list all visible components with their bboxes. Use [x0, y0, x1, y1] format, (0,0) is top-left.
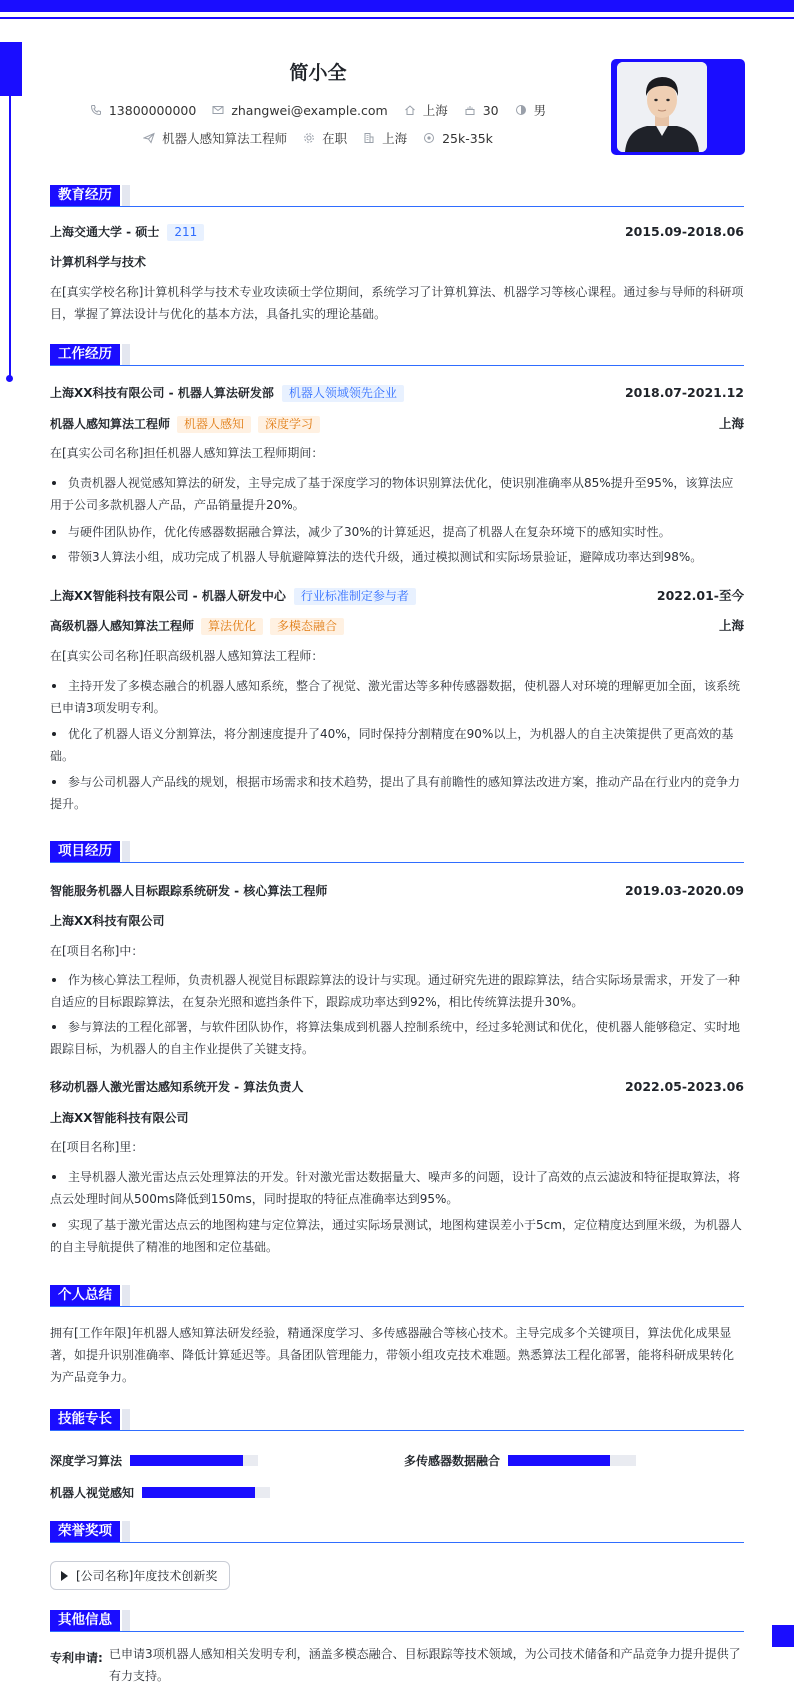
- list-item-text: 带领3人算法小组，成功完成了机器人导航避障算法的迭代升级，通过模拟测试和实际场景验证，避障成功率达到98%。: [68, 550, 703, 564]
- top-accent-line: [0, 17, 794, 19]
- section-rule: [50, 1430, 744, 1431]
- bullet-dot: [52, 530, 56, 534]
- salary-text: 25k-35k: [442, 130, 493, 146]
- work-location: 上海: [718, 618, 744, 633]
- education-description: 在[真实学校名称]计算机科学与技术专业攻读硕士学位期间，系统学习了计算机算法、机器学习等核心课程。通过参与导师的科研项目，掌握了算法设计与优化的基本方法，具备扎实的理论基础。: [50, 285, 744, 321]
- award-text: [公司名称]年度技术创新奖: [76, 1569, 218, 1583]
- work-title: 机器人感知算法工程师: [50, 417, 171, 431]
- send-icon: [143, 132, 155, 144]
- age-info: [464, 103, 499, 118]
- section-title-tail: [122, 1521, 130, 1542]
- education-entry: [50, 224, 744, 241]
- work-intro: 在[真实公司名称]任职高级机器人感知算法工程师：: [50, 649, 324, 663]
- list-item: [50, 969, 744, 1013]
- work-entry-2-header: [50, 588, 744, 605]
- list-item: [50, 1214, 744, 1258]
- list-item: [50, 675, 744, 719]
- project-intro: 在[项目名称]里：: [50, 1140, 144, 1154]
- list-item: [50, 771, 744, 815]
- skills-section-title: 技能专长: [50, 1409, 120, 1430]
- list-item-text: 作为核心算法工程师，负责机器人视觉目标跟踪算法的设计与实现。通过研究先进的跟踪算法，结合实际场景需求，开发了一种自适应的目标跟踪算法，在复杂光照和遮挡条件下，跟踪成功率达到92%，相比传统算法提升30%。: [50, 973, 741, 1009]
- project-period: 2019.03-2020.09: [624, 883, 744, 898]
- list-item: [50, 1016, 744, 1060]
- skill-tag: 机器人感知: [177, 416, 251, 433]
- cake-icon: [464, 104, 476, 116]
- work-entry-1-title: [50, 416, 744, 433]
- other-label: 专利申请:: [50, 1651, 103, 1665]
- top-accent-bar: [0, 0, 794, 12]
- work-section-header: [50, 344, 744, 366]
- section-title-tail: [122, 1285, 130, 1306]
- left-accent-dot: [6, 375, 13, 382]
- work-period: 2022.01-至今: [656, 588, 744, 603]
- list-item-text: 主导机器人激光雷达点云处理算法的开发。针对激光雷达数据量大、噪声多的问题，设计了高效的点云滤波和特征提取算法，将点云处理时间从500ms降低到150ms，同时提取的特征点准确率达到95%。: [50, 1170, 741, 1206]
- work-title: 高级机器人感知算法工程师: [50, 619, 195, 633]
- list-item-text: 负责机器人视觉感知算法的研发，主导完成了基于深度学习的物体识别算法优化，使识别准确率从85%提升至95%，该算法应用于公司多款机器人产品，产品销量提升20%。: [50, 476, 734, 512]
- project-name: 智能服务机器人目标跟踪系统研发 - 核心算法工程师: [50, 884, 328, 898]
- expand-triangle-icon: [61, 1571, 68, 1581]
- projects-section-title: 项目经历: [50, 841, 120, 862]
- skill-tag: 深度学习: [258, 416, 320, 433]
- work-intro: 在[真实公司名称]担任机器人感知算法工程师期间：: [50, 446, 324, 460]
- education-section-title: 教育经历: [50, 185, 120, 206]
- summary-text: 拥有[工作年限]年机器人感知算法研发经验，精通深度学习、多传感器融合等核心技术。主导完成多个关键项目，算法优化成果显著，如提升识别准确率、降低计算延迟等。具备团队管理能力，带领小组攻克技术难题。熟悉算法工程化部署，能将科研成果转化为产品竞争力。: [50, 1326, 735, 1384]
- bullet-dot: [52, 555, 56, 559]
- project-intro: 在[项目名称]中：: [50, 944, 144, 958]
- target-city-text: 上海: [382, 131, 408, 146]
- skill-item: [50, 1484, 270, 1501]
- project-name: 移动机器人激光雷达感知系统开发 - 算法负责人: [50, 1080, 304, 1094]
- school-name: 上海交通大学 - 硕士: [50, 225, 160, 239]
- gender-text: 男: [533, 103, 547, 118]
- target-city-info: [363, 129, 407, 147]
- skill-name: 机器人视觉感知: [50, 1486, 135, 1500]
- skill-bar: [142, 1487, 270, 1498]
- work-location: 上海: [718, 416, 744, 431]
- section-rule: [50, 365, 744, 366]
- list-item-text: 参与算法的工程化部署，与软件团队协作，将算法集成到机器人控制系统中，经过多轮测试和优化，使机器人能够稳定、实时地跟踪目标，为机器人的自主作业提供了关键支持。: [50, 1020, 741, 1056]
- target-position-text: 机器人感知算法工程师: [162, 131, 288, 146]
- work-company: 上海XX智能科技有限公司 - 机器人研发中心: [50, 589, 286, 603]
- section-rule: [50, 862, 744, 863]
- section-title-tail: [122, 1409, 130, 1430]
- status-text: 在职: [322, 131, 348, 146]
- list-item-text: 参与公司机器人产品线的规划，根据市场需求和技术趋势，提出了具有前瞻性的感知算法改进方案，推动产品在行业内的竞争力提升。: [50, 775, 741, 811]
- other-section-title: 其他信息: [50, 1610, 120, 1631]
- gender-info: [515, 101, 547, 119]
- skills-section-header: [50, 1409, 744, 1431]
- coin-icon: [423, 132, 435, 144]
- city-info: [404, 101, 448, 119]
- bullet-dot: [52, 1025, 56, 1029]
- skill-bar-fill: [142, 1487, 255, 1498]
- portrait-avatar: [617, 62, 707, 152]
- age-text: 30: [482, 102, 499, 118]
- list-item-text: 主持开发了多模态融合的机器人感知系统，整合了视觉、激光雷达等多种传感器数据，使机器人对环境的理解更加全面，该系统已申请3项发明专利。: [50, 679, 741, 715]
- profile-photo: [617, 62, 707, 152]
- section-rule: [50, 1306, 744, 1307]
- education-section-header: [50, 185, 744, 207]
- bullet-dot: [52, 1223, 56, 1227]
- target-position-info: [143, 129, 287, 147]
- other-text: 已申请3项机器人感知相关发明专利，涵盖多模态融合、目标跟踪等技术领域，为公司技术储备和产品竞争力提升提供了有力支持。: [109, 1647, 741, 1683]
- mail-icon: [212, 104, 224, 116]
- work-entry-2-title: [50, 618, 744, 635]
- project-period: 2022.05-2023.06: [624, 1079, 744, 1094]
- work-section-title: 工作经历: [50, 344, 120, 365]
- list-item-text: 与硬件团队协作，优化传感器数据融合算法，减少了30%的计算延迟，提高了机器人在复杂环境下的感知实时性。: [68, 525, 671, 539]
- home-icon: [404, 104, 416, 116]
- project-company: 上海XX智能科技有限公司: [50, 1111, 189, 1125]
- education-major: 计算机科学与技术: [50, 255, 147, 269]
- skill-tag: 多模态融合: [270, 618, 344, 635]
- skill-name: 多传感器数据融合: [404, 1454, 501, 1468]
- skill-bar: [508, 1455, 636, 1466]
- resume-name: 简小全: [289, 62, 347, 84]
- skill-bar-fill: [130, 1455, 243, 1466]
- skill-bar: [130, 1455, 258, 1466]
- summary-section-header: [50, 1285, 744, 1307]
- gear-icon: [303, 132, 315, 144]
- work-entry-1-header: [50, 385, 744, 402]
- bullet-dot: [52, 1175, 56, 1179]
- skill-item: [50, 1452, 258, 1469]
- job-intent-row: [0, 129, 636, 147]
- gender-icon: [515, 104, 527, 116]
- section-rule: [50, 1631, 744, 1632]
- bullet-dot: [52, 732, 56, 736]
- phone-text: 13800000000: [108, 102, 197, 118]
- project-2-header: [50, 1079, 744, 1095]
- summary-section-title: 个人总结: [50, 1285, 120, 1306]
- phone-icon: [90, 104, 102, 116]
- awards-section-header: [50, 1521, 744, 1543]
- skill-bar-fill: [508, 1455, 610, 1466]
- company-tag: 行业标准制定参与者: [294, 588, 416, 605]
- list-item-text: 实现了基于激光雷达点云的地图构建与定位算法，通过实际场景测试，地图构建误差小于5cm，定位精度达到厘米级，为机器人的自主导航提供了精准的地图和定位基础。: [50, 1218, 742, 1254]
- bullet-dot: [52, 978, 56, 982]
- list-item: [50, 1166, 744, 1210]
- right-accent-block: [772, 1625, 794, 1647]
- work-company: 上海XX科技有限公司 - 机器人算法研发部: [50, 386, 274, 400]
- section-rule: [50, 206, 744, 207]
- salary-info: [423, 131, 493, 146]
- email-info: [212, 103, 387, 118]
- list-item: [50, 472, 744, 516]
- awards-section-title: 荣誉奖项: [50, 1521, 120, 1542]
- project-1-header: [50, 883, 744, 899]
- list-item: [50, 521, 744, 543]
- school-tag: 211: [167, 224, 204, 241]
- skill-tag: 算法优化: [201, 618, 263, 635]
- list-item: [50, 723, 744, 767]
- email-text: zhangwei@example.com: [231, 102, 388, 118]
- section-title-tail: [122, 1610, 130, 1631]
- city-text: 上海: [422, 103, 448, 118]
- list-item: [50, 546, 744, 568]
- award-item[interactable]: [50, 1561, 230, 1590]
- skill-item: [404, 1452, 636, 1469]
- company-tag: 机器人领域领先企业: [282, 385, 404, 402]
- section-title-tail: [122, 344, 130, 365]
- section-title-tail: [122, 185, 130, 206]
- work-period: 2018.07-2021.12: [624, 385, 744, 400]
- section-rule: [50, 1542, 744, 1543]
- contact-row: [0, 101, 636, 119]
- status-info: [303, 129, 347, 147]
- other-section-header: [50, 1610, 744, 1632]
- education-period: 2015.09-2018.06: [624, 224, 744, 239]
- skill-name: 深度学习算法: [50, 1454, 123, 1468]
- section-title-tail: [122, 841, 130, 862]
- bullet-dot: [52, 481, 56, 485]
- list-item-text: 优化了机器人语义分割算法，将分割速度提升了40%，同时保持分割精度在90%以上，为机器人的自主决策提供了更高效的基础。: [50, 727, 734, 763]
- building-icon: [363, 132, 375, 144]
- phone-info: [90, 103, 196, 118]
- project-company: 上海XX科技有限公司: [50, 914, 165, 928]
- bullet-dot: [52, 780, 56, 784]
- projects-section-header: [50, 841, 744, 863]
- bullet-dot: [52, 684, 56, 688]
